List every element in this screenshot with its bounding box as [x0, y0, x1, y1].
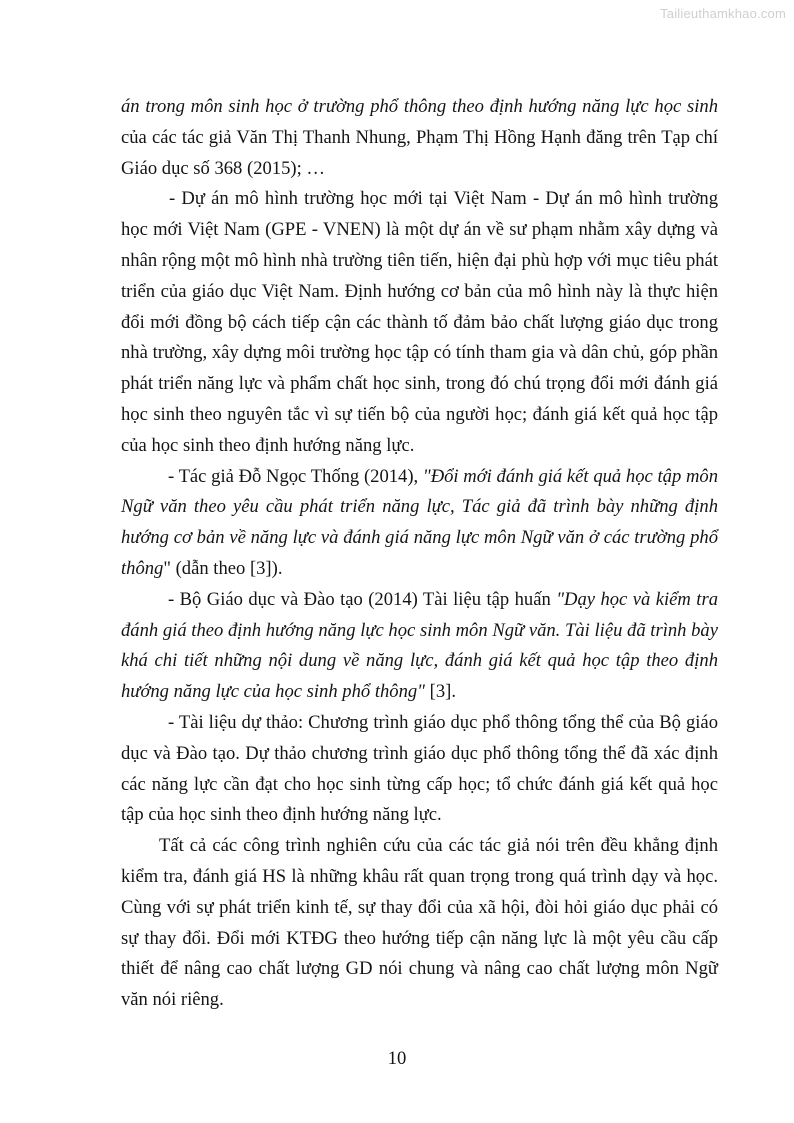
italic-text: án trong môn sinh học ở trường phổ thông theo định hướng năng lực học sinh	[121, 96, 718, 117]
paragraph-continuation	[121, 92, 718, 184]
paragraph-text: [3].	[424, 681, 456, 703]
paragraph-bo-giao-duc	[121, 585, 718, 708]
paragraph-draft-curriculum: - Tài liệu dự thảo: Chương trình giáo dục phổ thông tổng thể của Bộ giáo dục và Đào tạo. Dự thảo chương trình giáo dục phổ thông tổng thể đã xác định các năng lực cần đạt cho học sinh từng cấp học; tổ chức đánh giá kết quả học tập của học sinh theo định hướng năng lực.	[121, 711, 718, 826]
paragraph-text: của các tác giả Văn Thị Thanh Nhung, Phạm Thị Hồng Hạnh đăng trên Tạp chí Giáo dục số 368 (2015); …	[121, 126, 718, 179]
paragraph-conclusion: Tất cả các công trình nghiên cứu của các tác giả nói trên đều khẳng định kiểm tra, đánh giá HS là những khâu rất quan trọng trong quá trình dạy và học. Cùng với sự phát triển kinh tế, sự thay đổi của xã hội, đòi hỏi giáo dục phải có sự thay đổi. Đổi mới KTĐG theo hướng tiếp cận năng lực là một yêu cầu cấp thiết để nâng cao chất lượng GD nói chung và nâng cao chất lượng môn Ngữ văn nói riêng.	[121, 835, 718, 1011]
watermark: Tailieuthamkhao.com	[660, 6, 786, 21]
paragraph-lead: - Tác giả Đỗ Ngọc Thống (2014),	[168, 465, 423, 487]
paragraph-lead: - Bộ Giáo dục và Đào tạo (2014) Tài liệu tập huấn	[168, 588, 557, 610]
document-body	[121, 92, 718, 1016]
italic-text: "Dạy học và kiểm tra đánh giá theo định hướng năng lực học sinh môn Ngữ văn. Tài liệu đã trình bày khá chi tiết những nội dung về năng lực, đánh giá kết quả học tập theo định hướng năng lực của học sinh phổ thông"	[121, 588, 718, 703]
paragraph-do-ngoc-thong	[121, 462, 718, 585]
paragraph-text: " (dẫn theo [3]).	[163, 557, 283, 579]
italic-text: "Đổi mới đánh giá kết quả học tập môn Ngữ văn theo yêu cầu phát triển năng lực, Tác giả đã trình bày những định hướng cơ bản về năng lực và đánh giá năng lực môn Ngữ văn ở các trường phổ thông	[121, 465, 718, 579]
paragraph-vnen-project: - Dự án mô hình trường học mới tại Việt Nam - Dự án mô hình trường học mới Việt Nam (GPE - VNEN) là một dự án về sư phạm nhằm xây dựng và nhân rộng một mô hình nhà trường tiên tiến, hiện đại phù hợp với mục tiêu phát triển của giáo dục Việt Nam. Định hướng cơ bản của mô hình này là thực hiện đổi mới đồng bộ cách tiếp cận các thành tố đảm bảo chất lượng giáo dục trong nhà trường, xây dựng môi trường học tập có tính tham gia và dân chủ, góp phần phát triển năng lực và phẩm chất học sinh, trong đó chú trọng đổi mới đánh giá học sinh theo nguyên tắc vì sự tiến bộ của người học; đánh giá kết quả học tập của học sinh theo định hướng năng lực.	[121, 188, 718, 456]
page-number: 10	[387, 1048, 407, 1069]
